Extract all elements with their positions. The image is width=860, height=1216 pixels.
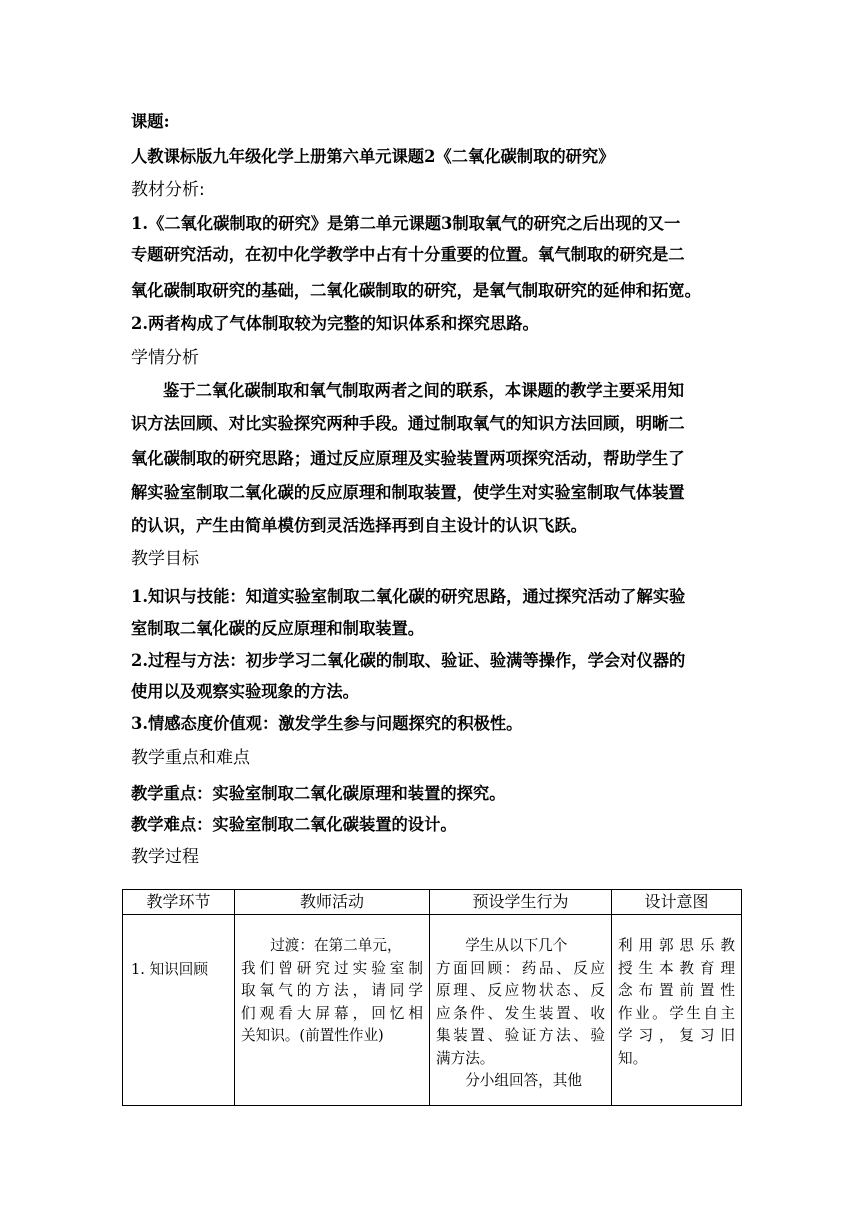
- learner-line: 识方法回顾、对比实验探究两种手段。通过制取氧气的知识方法回顾，明晰二: [131, 414, 685, 433]
- goals-line: 2.过程与方法：初步学习二氧化碳的制取、验证、验满等操作，学会对仪器的: [131, 651, 686, 670]
- intent-line: 知。: [618, 1049, 648, 1067]
- intent-line: 念布置前置性: [618, 982, 735, 999]
- intent-line: 作业。学生自主: [618, 1004, 735, 1022]
- learner-line: 解实验室制取二氧化碳的反应原理和制取装置，使学生对实验室制取气体装置: [131, 483, 685, 502]
- learner-line: 的认识，产生由简单模仿到灵活选择再到自主设计的认识飞跃。: [131, 516, 587, 535]
- goals-line: 3.情感态度价值观：激发学生参与问题探究的积极性。: [131, 714, 523, 733]
- header-stage: 教学环节: [123, 890, 235, 915]
- teacher-line: 关知识。(前置性作业): [241, 1027, 384, 1044]
- process-table: [122, 889, 742, 1106]
- course-title: 人教课标版九年级化学上册第六单元课题2《二氧化碳制取的研究》: [131, 147, 615, 166]
- stage-text: 1. 知识回顾: [131, 961, 208, 978]
- table-row: [123, 915, 742, 1106]
- stage-cell: [123, 915, 235, 1106]
- teacher-line: 们观看大屏幕，回忆相: [241, 1004, 423, 1022]
- student-line: 分小组回答，其他: [465, 1072, 582, 1089]
- analysis-heading: 教材分析:: [131, 180, 205, 200]
- analysis-line: 氧化碳制取研究的基础，二氧化碳制取的研究，是氧气制取研究的延伸和拓宽。: [131, 281, 701, 300]
- teacher-line: 取氧气的方法，请同学: [241, 982, 423, 999]
- student-line: 集装置、验证方法、验: [436, 1027, 605, 1044]
- intent-line: 授生本教育理: [618, 959, 735, 977]
- table-header-row: [123, 890, 742, 915]
- student-line: 原理、反应物状态、反: [436, 982, 605, 999]
- goals-line: 使用以及观察实验现象的方法。: [131, 682, 359, 701]
- keypoints-line: 教学难点：实验室制取二氧化碳装置的设计。: [131, 815, 457, 834]
- student-line: 应条件、发生装置、收: [436, 1004, 605, 1022]
- analysis-line: 2.两者构成了气体制取较为完整的知识体系和探究思路。: [131, 314, 539, 333]
- learner-line: 氧化碳制取的研究思路；通过反应原理及实验装置两项探究活动，帮助学生了: [131, 449, 685, 468]
- student-behavior-cell: [430, 915, 612, 1106]
- keypoints-heading: 教学重点和难点: [131, 748, 250, 768]
- goals-line: 室制取二氧化碳的反应原理和制取装置。: [131, 619, 425, 638]
- learner-line: 鉴于二氧化碳制取和氧气制取两者之间的联系，本课题的教学主要采用知: [163, 381, 685, 400]
- teacher-line: 我们曾研究过实验室制: [241, 959, 423, 977]
- header-student-behavior: 预设学生行为: [430, 890, 612, 915]
- teacher-line: 过渡：在第二单元，: [270, 937, 402, 954]
- header-teacher-activity: 教师活动: [235, 890, 430, 915]
- header-design-intent: 设计意图: [612, 890, 742, 915]
- analysis-line: 1.《二氧化碳制取的研究》是第二单元课题3制取氧气的研究之后出现的又一: [131, 214, 681, 233]
- process-heading: 教学过程: [131, 847, 199, 867]
- learner-heading: 学情分析: [131, 348, 199, 368]
- teacher-activity-cell: [235, 915, 430, 1106]
- student-line: 满方法。: [436, 1049, 495, 1067]
- intent-line: 利用郭思乐教: [618, 937, 735, 954]
- design-intent-cell: [612, 915, 742, 1106]
- intent-line: 学习，复习旧: [618, 1027, 735, 1044]
- goals-line: 1.知识与技能：知道实验室制取二氧化碳的研究思路，通过探究活动了解实验: [131, 587, 686, 606]
- keypoints-line: 教学重点：实验室制取二氧化碳原理和装置的探究。: [131, 784, 506, 803]
- student-line: 学生从以下几个: [465, 937, 568, 954]
- course-label: 课题:: [131, 112, 170, 131]
- goals-heading: 教学目标: [131, 549, 199, 569]
- analysis-line: 专题研究活动，在初中化学教学中占有十分重要的位置。氧气制取的研究是二: [131, 245, 685, 264]
- student-line: 方面回顾：药品、反应: [436, 959, 605, 977]
